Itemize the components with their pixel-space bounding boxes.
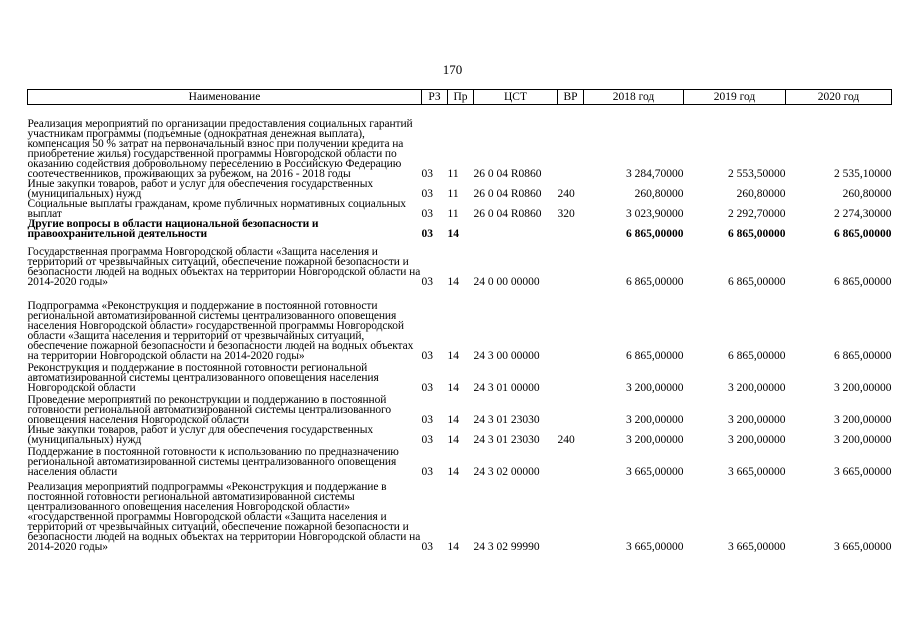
table-row [28, 239, 892, 287]
row-vr [558, 393, 584, 425]
row-pr: 14 [447, 413, 459, 426]
table-header-row [28, 90, 892, 105]
table-row [28, 393, 892, 425]
row-value-2020: 2 535,10000 [834, 167, 892, 180]
row-name: Подпрограмма «Реконструкция и поддержание в постоянной готовности региональной автоматизированной системы централизованного оповещения населения Новгородской области» государственной программы Новгородской области «Защита населения и территорий от чрезвычайных ситуаций, обеспечение пожарной безопасности и безопасности людей на водных объектах на территории Новгородской области на 2014-2020 годы» [27, 299, 414, 362]
row-value-2020: 6 865,00000 [834, 349, 892, 362]
row-value-2018: 260,80000 [634, 187, 684, 200]
table-row [28, 105, 892, 179]
row-rz: 03 [421, 349, 433, 362]
col-header-2020: 2020 год [786, 90, 892, 105]
table-row [28, 199, 892, 219]
row-value-2020: 6 865,00000 [834, 275, 892, 288]
row-name: Государственная программа Новгородской области «Защита населения и территорий от чрезвычайных ситуаций, обеспечение пожарной безопасности и безопасности людей на водных объектах на территории Новгородской области на 2014-2020 годы» [27, 245, 421, 288]
table-row [28, 445, 892, 477]
row-value-2019: 3 200,00000 [728, 413, 786, 426]
row-value-2020: 260,80000 [842, 187, 892, 200]
row-value-2018: 3 023,90000 [626, 207, 684, 220]
row-vr [558, 477, 584, 552]
row-value-2019: 2 553,50000 [728, 167, 786, 180]
col-header-rz: РЗ [422, 90, 448, 105]
row-rz: 03 [421, 465, 433, 478]
col-header-2018: 2018 год [584, 90, 684, 105]
row-rz: 03 [421, 540, 433, 553]
row-value-2020: 3 665,00000 [834, 540, 892, 553]
row-name: Реализация мероприятий по организации предоставления социальных гарантий участникам программы (подъемные (однократная денежная выплата), компенсация 50 % затрат на первоначальный взнос при получении кредита на приобретение жилья) государственной программы Новгородской области по оказанию содействия добровольному переселению в Российскую Федерацию соотечественников, проживающих за рубежом, на 2016 - 2018 годы [27, 117, 413, 180]
row-value-2019: 260,80000 [736, 187, 786, 200]
row-rz: 03 [421, 433, 433, 446]
col-header-pr: Пр [448, 90, 474, 105]
row-value-2020: 3 665,00000 [834, 465, 892, 478]
row-name: Иные закупки товаров, работ и услуг для обеспечения государственных (муниципальных) нужд [27, 423, 373, 446]
row-value-2020: 3 200,00000 [834, 381, 892, 394]
row-value-2019: 2 292,70000 [728, 207, 786, 220]
row-vr [558, 239, 584, 287]
row-value-2020: 3 200,00000 [834, 433, 892, 446]
row-value-2018: 3 665,00000 [626, 540, 684, 553]
row-value-2018: 6 865,00000 [626, 275, 684, 288]
row-rz: 03 [421, 413, 433, 426]
row-pr: 14 [447, 381, 459, 394]
col-header-vr: ВР [558, 90, 584, 105]
row-cst: 24 3 01 23030 [473, 413, 540, 426]
row-name: Другие вопросы в области национальной безопасности и правоохранительной деятельности [27, 217, 319, 240]
row-cst: 24 3 01 23030 [473, 433, 540, 446]
row-vr [558, 219, 584, 239]
row-name: Социальные выплаты гражданам, кроме публичных нормативных социальных выплат [27, 197, 406, 220]
row-vr [558, 105, 584, 179]
row-name: Реконструкция и поддержание в постоянной готовности региональной автоматизированной системы централизованного оповещения населения Новгородской области [27, 361, 379, 394]
row-value-2018: 3 284,70000 [626, 167, 684, 180]
row-pr: 11 [447, 207, 459, 220]
row-value-2019: 6 865,00000 [728, 349, 786, 362]
page-number: 170 [442, 62, 463, 77]
table-row [28, 425, 892, 445]
row-rz: 03 [421, 275, 433, 288]
col-header-2019: 2019 год [684, 90, 786, 105]
row-value-2019: 3 200,00000 [728, 433, 786, 446]
row-rz: 03 [421, 381, 433, 394]
row-name: Поддержание в постоянной готовности к использованию по предназначению региональной автоматизированной системы централизованного оповещения населения области [27, 445, 399, 478]
budget-table [27, 89, 892, 552]
row-pr: 14 [447, 465, 459, 478]
row-vr: 240 [557, 433, 575, 446]
row-value-2020: 3 200,00000 [834, 413, 892, 426]
table-row [28, 477, 892, 552]
row-value-2020: 2 274,30000 [834, 207, 892, 220]
row-cst: 24 0 00 00000 [473, 275, 540, 288]
row-cst: 24 3 01 00000 [473, 381, 540, 394]
row-value-2018: 3 200,00000 [626, 413, 684, 426]
row-name: Реализация мероприятий подпрограммы «Реконструкция и поддержание в постоянной готовности региональной автоматизированной системы централизованного оповещения населения Новгородской области» «государственной программы Новгородской области «Защита населения и территорий от чрезвычайных ситуаций, обеспечение пожарной безопасности и безопасности людей на водных объектах на территории Новгородской области на 2014-2020 годы» [27, 480, 421, 553]
row-pr: 14 [447, 349, 459, 362]
table-row [28, 287, 892, 361]
table-body [28, 105, 892, 552]
row-pr: 11 [447, 187, 459, 200]
row-name: Иные закупки товаров, работ и услуг для обеспечения государственных (муниципальных) нужд [27, 177, 373, 200]
row-pr: 14 [447, 275, 459, 288]
row-value-2019: 3 665,00000 [728, 465, 786, 478]
row-rz: 03 [421, 227, 433, 240]
row-value-2019: 6 865,00000 [728, 275, 786, 288]
row-value-2019: 3 665,00000 [728, 540, 786, 553]
row-value-2020: 6 865,00000 [834, 227, 892, 240]
row-cst: 24 3 02 99990 [473, 540, 540, 553]
row-vr [558, 445, 584, 477]
row-value-2019: 3 200,00000 [728, 381, 786, 394]
row-pr: 14 [447, 227, 459, 240]
row-cst: 26 0 04 R0860 [473, 207, 542, 220]
row-pr: 14 [447, 433, 459, 446]
row-value-2018: 3 200,00000 [626, 433, 684, 446]
row-cst: 24 3 00 00000 [473, 349, 540, 362]
row-cst: 26 0 04 R0860 [473, 187, 542, 200]
row-name: Проведение мероприятий по реконструкции и поддержанию в постоянной готовности региональной автоматизированной системы централизованного оповещения населения Новгородской области [27, 393, 392, 426]
row-vr [558, 361, 584, 393]
row-vr [558, 287, 584, 361]
table-row [28, 179, 892, 199]
row-pr: 14 [447, 540, 459, 553]
row-vr: 240 [557, 187, 575, 200]
row-pr: 11 [447, 167, 459, 180]
row-cst: 26 0 04 R0860 [473, 167, 542, 180]
row-cst: 24 3 02 00000 [473, 465, 540, 478]
row-value-2018: 3 200,00000 [626, 381, 684, 394]
row-value-2018: 3 665,00000 [626, 465, 684, 478]
row-vr: 320 [557, 207, 575, 220]
col-header-cst: ЦСТ [474, 90, 558, 105]
row-rz: 03 [421, 187, 433, 200]
table-row [28, 361, 892, 393]
row-cst [474, 219, 558, 239]
row-value-2018: 6 865,00000 [626, 349, 684, 362]
row-rz: 03 [421, 167, 433, 180]
row-rz: 03 [421, 207, 433, 220]
row-value-2019: 6 865,00000 [728, 227, 786, 240]
table-row [28, 219, 892, 239]
col-header-name: Наименование [28, 90, 422, 105]
row-value-2018: 6 865,00000 [626, 227, 684, 240]
